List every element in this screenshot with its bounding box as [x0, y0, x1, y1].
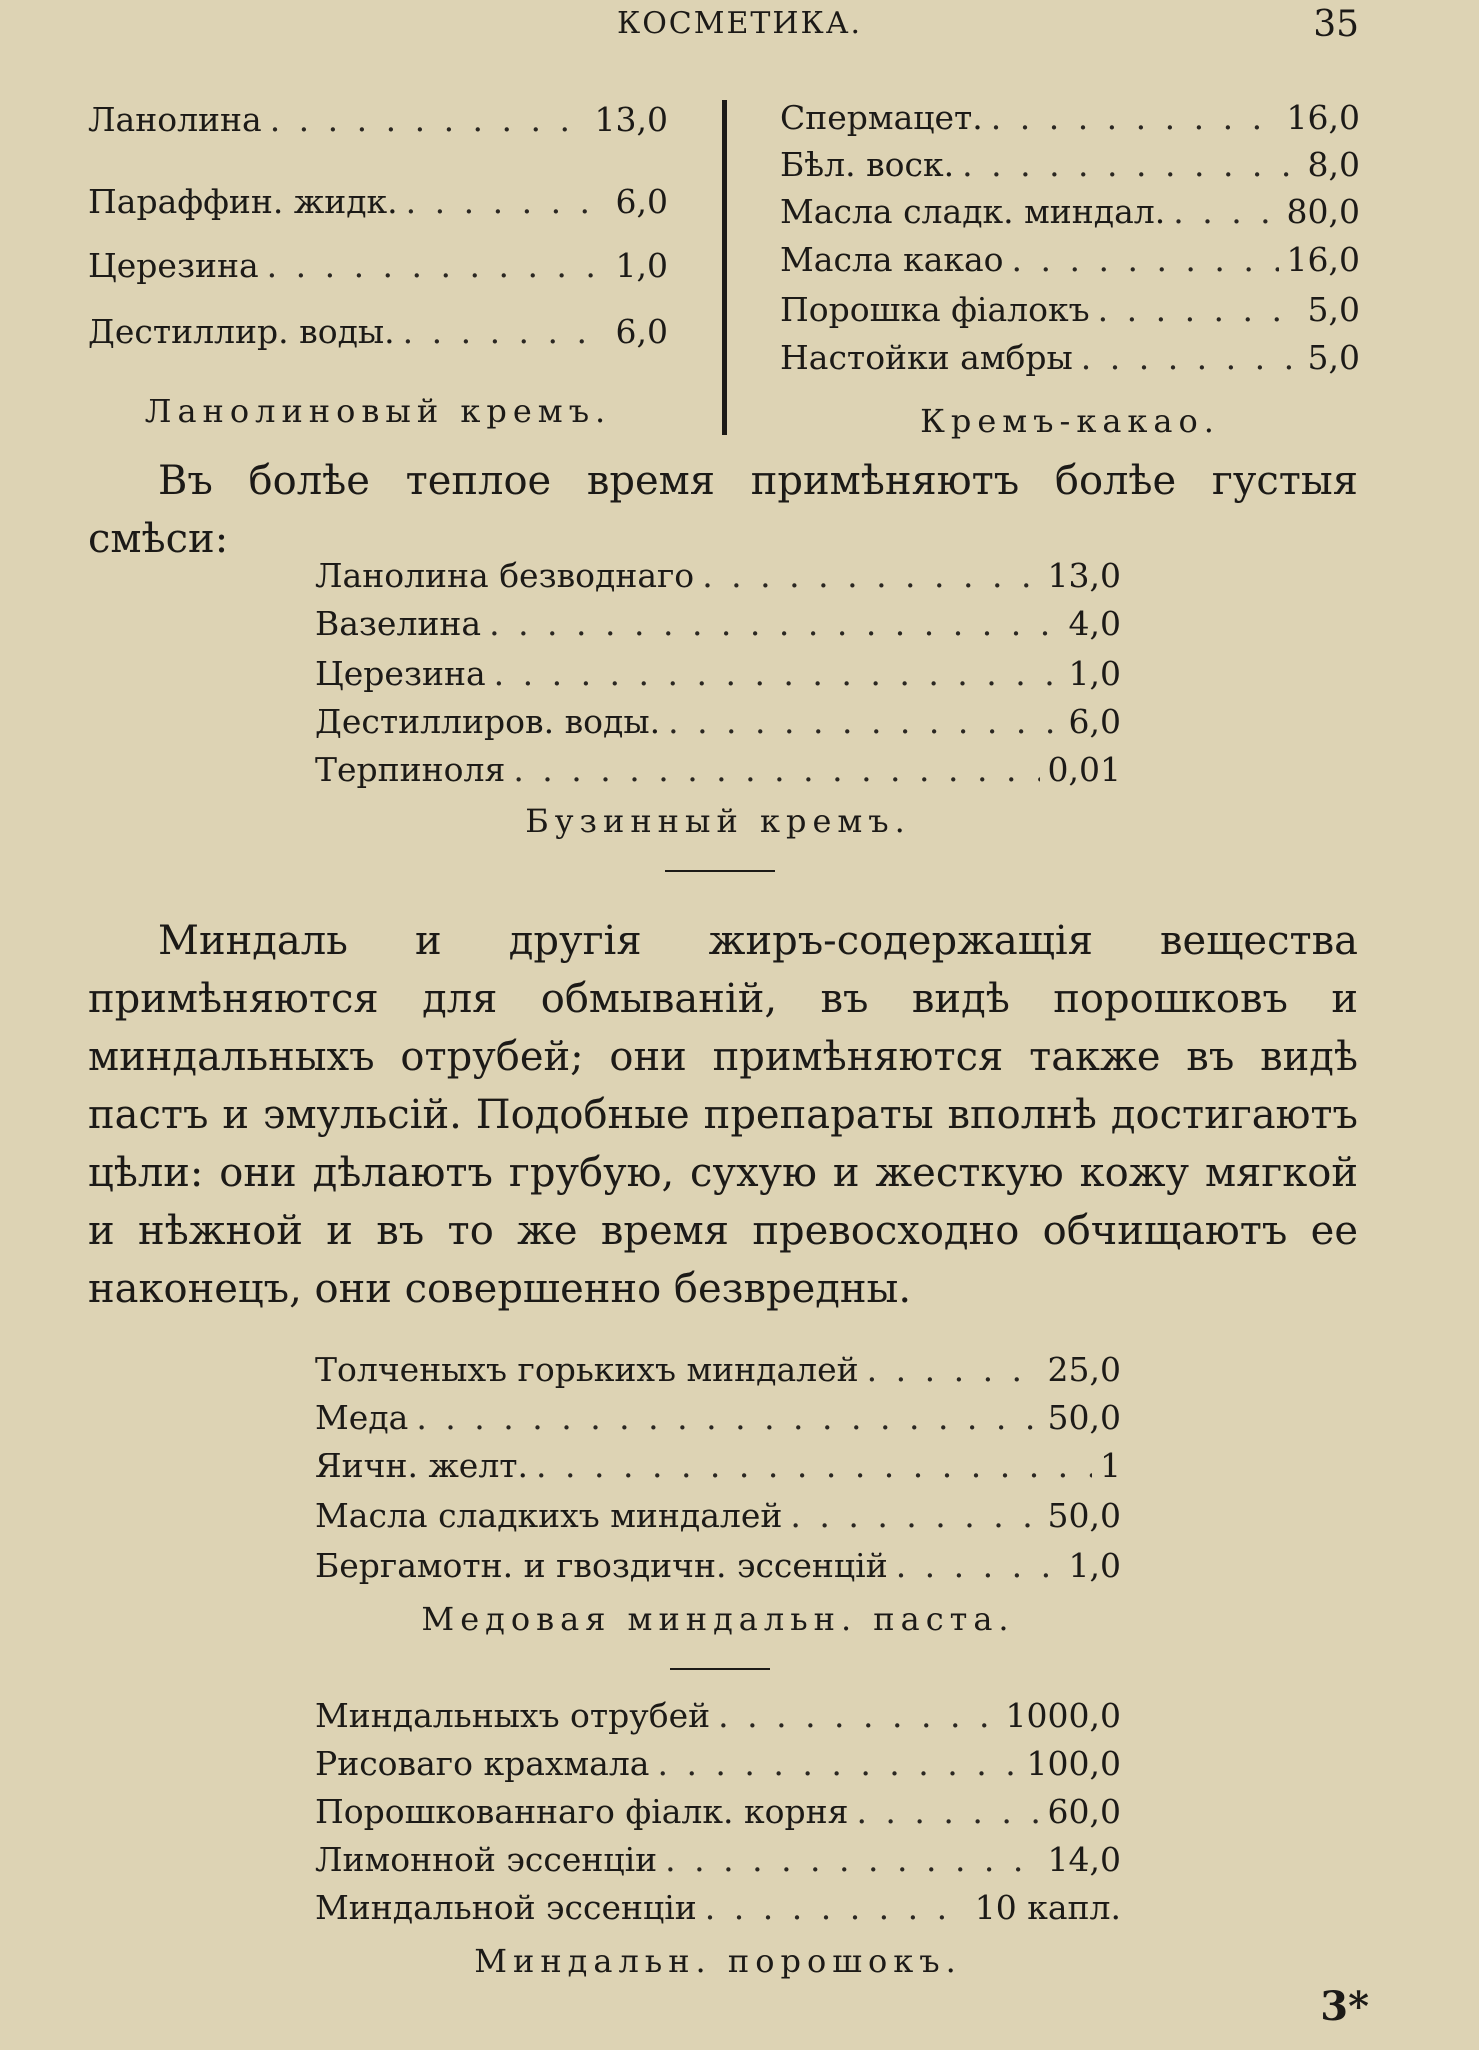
leader-dots [1012, 240, 1279, 279]
running-header: КОСМЕТИКА. [616, 6, 863, 41]
recipe-row [88, 246, 668, 285]
leader-dots [1098, 290, 1300, 329]
ingredient-amount: 5,0 [1307, 290, 1360, 329]
ingredient-name: Масла сладк. миндал. [780, 192, 1166, 231]
leader-dots [494, 654, 1061, 693]
recipe-row [315, 1496, 1121, 1535]
leader-dots [668, 702, 1060, 741]
column-divider [722, 100, 727, 435]
leader-dots [856, 1792, 1039, 1831]
recipe-row [315, 750, 1121, 789]
recipe-row [315, 1446, 1121, 1485]
ingredient-name: Ланолина [88, 100, 262, 139]
ingredient-amount: 13,0 [1047, 556, 1121, 595]
ingredient-name: Бергамотн. и гвоздичн. эссенцій [315, 1546, 888, 1585]
leader-dots [406, 182, 608, 221]
recipe-title: Кремъ-какао. [920, 402, 1220, 440]
ingredient-amount: 1,0 [615, 246, 668, 285]
body-paragraph: Миндаль и другія жиръ-содержащія вещества примѣняются для обмываній, въ видѣ порошковъ и миндальныхъ отрубей; они примѣняются также въ видѣ пастъ и эмульсій. Подобные препараты вполнѣ достигаютъ цѣли: они дѣлаютъ грубую, сухую и жесткую кожу мягкой и нѣжной и въ то же время превосходно обчищаютъ ее наконецъ, они совершенно безвредны. [88, 918, 1358, 1312]
ingredient-amount: 50,0 [1047, 1496, 1121, 1535]
ingredient-name: Параффин. жидк. [88, 182, 398, 221]
ingredient-amount: 6,0 [615, 182, 668, 221]
recipe-row [780, 192, 1360, 231]
recipe-row [315, 702, 1121, 741]
ingredient-name: Порошка фіалокъ [780, 290, 1090, 329]
ingredient-amount: 8,0 [1307, 145, 1360, 184]
leader-dots [489, 604, 1060, 643]
ingredient-amount: 1000,0 [1005, 1696, 1121, 1735]
ingredient-amount: 80,0 [1286, 192, 1360, 231]
recipe-row [780, 98, 1360, 137]
ingredient-name: Порошкованнаго фіалк. корня [315, 1792, 849, 1831]
ingredient-amount: 25,0 [1047, 1350, 1121, 1389]
ingredient-amount: 13,0 [594, 100, 668, 139]
leader-dots [702, 556, 1039, 595]
recipe-row [780, 338, 1360, 377]
leader-dots [1081, 338, 1300, 377]
ingredient-name: Миндальныхъ отрубей [315, 1696, 711, 1735]
leader-dots [536, 1446, 1092, 1485]
ingredient-name: Терпиноля [315, 750, 506, 789]
ingredient-name: Настойки амбры [780, 338, 1073, 377]
leader-dots [657, 1744, 1018, 1783]
ingredient-name: Лимонной эссенціи [315, 1840, 658, 1879]
leader-dots [962, 145, 1299, 184]
recipe-row [88, 312, 668, 351]
ingredient-name: Церезина [315, 654, 486, 693]
ingredient-name: Вазелина [315, 604, 482, 643]
section-rule [670, 1668, 770, 1670]
recipe-row [315, 1546, 1121, 1585]
leader-dots [718, 1696, 997, 1735]
recipe-title: Медовая миндальн. паста. [421, 1600, 1015, 1638]
recipe-row [780, 145, 1360, 184]
ingredient-name: Рисоваго крахмала [315, 1744, 650, 1783]
recipe-row [315, 1792, 1121, 1831]
ingredient-name: Масла сладкихъ миндалей [315, 1496, 783, 1535]
leader-dots [403, 312, 608, 351]
ingredient-name: Масла какао [780, 240, 1004, 279]
recipe-row [315, 1840, 1121, 1879]
ingredient-amount: 16,0 [1286, 98, 1360, 137]
ingredient-name: Яичн. желт. [315, 1446, 529, 1485]
ingredient-amount: 10 капл. [974, 1888, 1121, 1927]
leader-dots [513, 750, 1039, 789]
ingredient-name: Дестиллир. воды. [88, 312, 395, 351]
ingredient-amount: 16,0 [1286, 240, 1360, 279]
ingredient-amount: 100,0 [1026, 1744, 1121, 1783]
leader-dots [416, 1398, 1039, 1437]
recipe-title: Ланолиновый кремъ. [144, 392, 612, 430]
recipe-row [315, 556, 1121, 595]
recipe-row [315, 654, 1121, 693]
ingredient-amount: 14,0 [1047, 1840, 1121, 1879]
recipe-title: Бузинный кремъ. [525, 802, 911, 840]
section-rule [665, 870, 775, 872]
leader-dots [790, 1496, 1039, 1535]
recipe-row [315, 1398, 1121, 1437]
ingredient-amount: 4,0 [1068, 604, 1121, 643]
ingredient-amount: 1 [1100, 1446, 1121, 1485]
ingredient-name: Толченыхъ горькихъ миндалей [315, 1350, 859, 1389]
page-number: 35 [1313, 4, 1359, 45]
recipe-row [315, 604, 1121, 643]
ingredient-name: Меда [315, 1398, 409, 1437]
recipe-title: Миндальн. порошокъ. [474, 1942, 962, 1980]
ingredient-amount: 6,0 [1068, 702, 1121, 741]
leader-dots [867, 1350, 1040, 1389]
ingredient-amount: 50,0 [1047, 1398, 1121, 1437]
ingredient-name: Спермацет. [780, 98, 983, 137]
ingredient-amount: 1,0 [1068, 1546, 1121, 1585]
recipe-row [88, 182, 668, 221]
ingredient-name: Церезина [88, 246, 259, 285]
recipe-row [315, 1696, 1121, 1735]
recipe-row [780, 240, 1360, 279]
recipe-row [88, 100, 668, 139]
signature-mark: 3* [1320, 1983, 1369, 2030]
ingredient-name: Миндальной эссенціи [315, 1888, 697, 1927]
leader-dots [1173, 192, 1278, 231]
recipe-row [315, 1744, 1121, 1783]
ingredient-name: Дестиллиров. воды. [315, 702, 661, 741]
leader-dots [705, 1888, 967, 1927]
recipe-row [315, 1350, 1121, 1389]
ingredient-name: Бѣл. воск. [780, 145, 955, 184]
leader-dots [991, 98, 1279, 137]
ingredient-amount: 60,0 [1047, 1792, 1121, 1831]
leader-dots [270, 100, 587, 139]
ingredient-amount: 1,0 [1068, 654, 1121, 693]
recipe-row [780, 290, 1360, 329]
ingredient-amount: 0,01 [1047, 750, 1121, 789]
body-paragraph: Въ болѣе теплое время примѣняютъ болѣе густыя смѣси: [88, 458, 1358, 562]
ingredient-amount: 5,0 [1307, 338, 1360, 377]
leader-dots [896, 1546, 1061, 1585]
ingredient-amount: 6,0 [615, 312, 668, 351]
ingredient-name: Ланолина безводнаго [315, 556, 695, 595]
leader-dots [267, 246, 608, 285]
recipe-row [315, 1888, 1121, 1927]
leader-dots [665, 1840, 1039, 1879]
